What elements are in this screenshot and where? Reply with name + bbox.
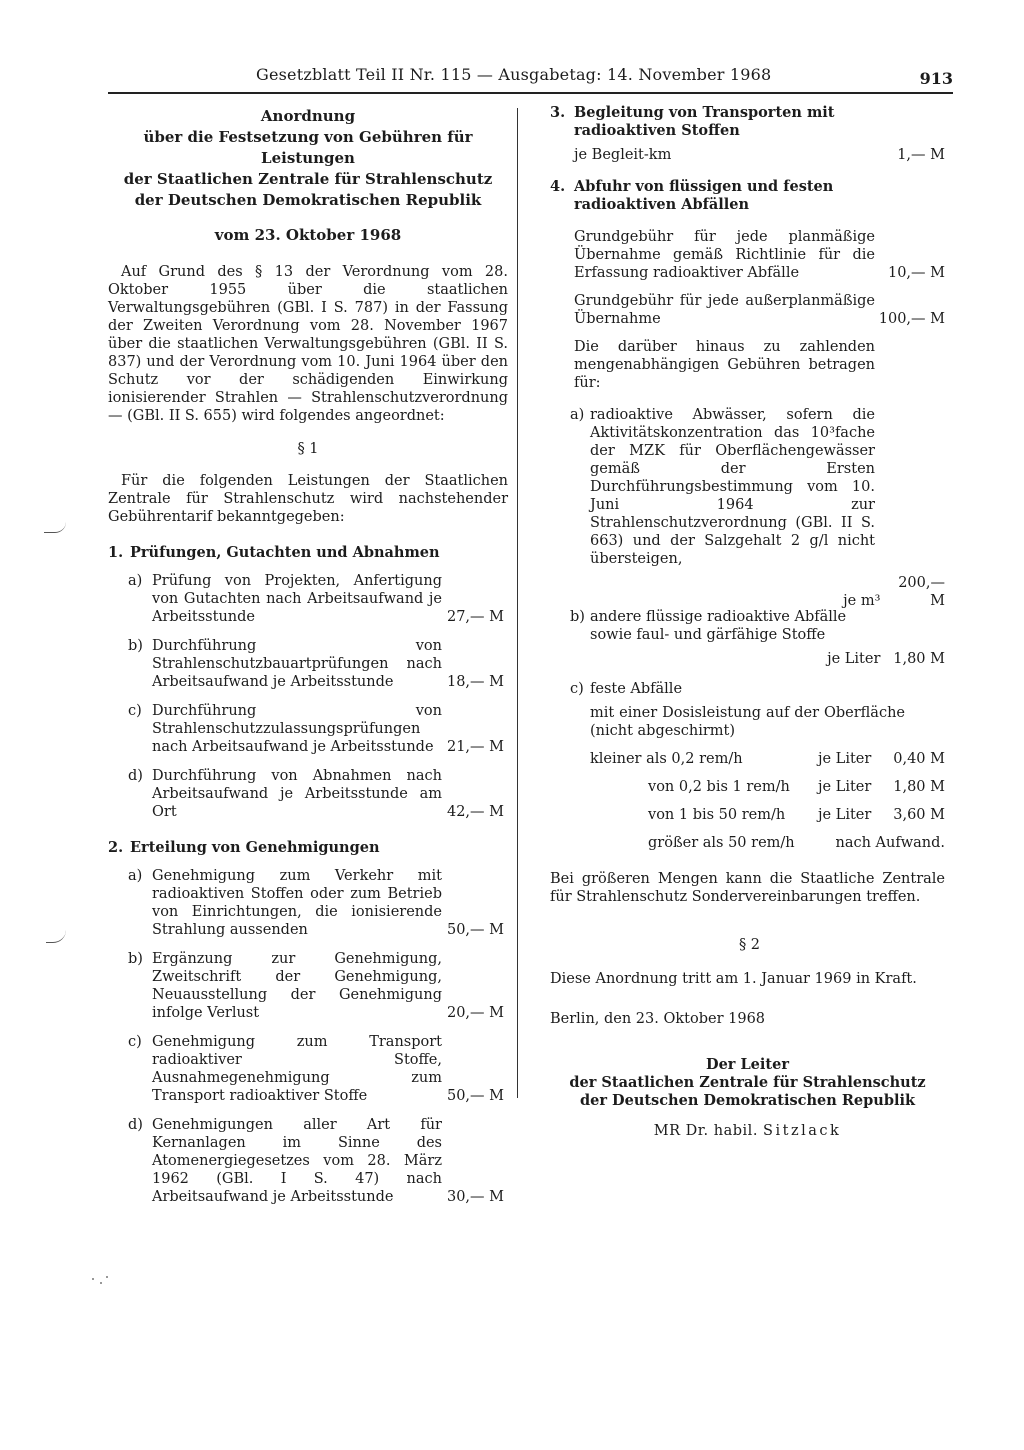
group-number: 1. [108, 544, 124, 561]
fee-line [550, 292, 945, 328]
item-price: 50,— M [446, 922, 504, 938]
item-text: Ergänzung zur Genehmigung, Zweitschrift der Genehmigung, Neuausstellung der Genehmigung infolge Verlust [152, 951, 442, 1021]
item-letter: b) [570, 609, 585, 625]
fee-item [128, 572, 508, 626]
item-price: 30,— M [446, 1189, 504, 1205]
page-number: 913 [919, 69, 953, 88]
header-rule [108, 92, 953, 94]
item-letter: d) [128, 768, 143, 784]
group-number: 4. [550, 178, 566, 195]
section-2-text: Diese Anordnung tritt am 1. Januar 1969 in Kraft. [550, 971, 917, 987]
group-number: 3. [550, 104, 566, 121]
column-divider [517, 108, 518, 1098]
fee-item [128, 702, 508, 756]
item-title: feste Abfälle [590, 681, 683, 697]
item-price: 18,— M [446, 674, 504, 690]
title-line: Anordnung [260, 107, 356, 125]
fee-line [550, 146, 945, 164]
dose-unit: je Liter [818, 807, 872, 823]
preamble: Auf Grund des § 13 der Verordnung vom 28. Oktober 1955 über die staatlichen Verwaltungsgebühren (GBl. I S. 787) in der Fassung der Zweiten Verordnung vom 28. November 1967 über die staatlichen Verwaltungsgebühren (GBl. II S. 837) und der Verordnung vom 10. Juni 1964 über den Schutz vor der schädigenden Einwirkung ionisierender Strahlen — Strahlenschutzverordnung — (GBl. II S. 655) wird folgendes angeordnet: [108, 264, 508, 424]
group-1-heading [108, 544, 508, 562]
title-line: der Staatlichen Zentrale für Strahlenschutz [123, 170, 493, 188]
item-price: 42,— M [446, 804, 504, 820]
signature-line: Der Leiter [706, 1056, 789, 1073]
dose-unit: je Liter [818, 779, 872, 795]
item-text: andere flüssige radioaktive Abfälle sowie faul- und gärfähige Stoffe [590, 609, 847, 643]
item-letter: b) [128, 638, 143, 654]
unit-price: 200,— M [898, 575, 945, 609]
item-text: Genehmigung zum Verkehr mit radioaktiven Stoffen oder zum Betrieb von Einrichtungen, die ionisierende Strahlung aussenden [152, 868, 442, 938]
signer [550, 1122, 945, 1140]
group-2-heading [108, 839, 508, 857]
scan-speck [100, 1282, 102, 1284]
group-title: Begleitung von Transporten mit radioaktiven Stoffen [574, 104, 835, 139]
waste-item-c [550, 680, 945, 698]
item-text: Genehmigungen aller Art für Kernanlagen im Sinne des Atomenergiegesetzes vom 28. März 1962 (GBl. I S. 47) nach Arbeitsaufwand je Arbeitsstunde [152, 1117, 442, 1205]
item-text: Genehmigung zum Transport radioaktiver Stoffe, Ausnahmegenehmigung zum Transport radioaktiver Stoffe [152, 1034, 442, 1104]
dose-row [550, 802, 945, 830]
item-letter: d) [128, 1117, 143, 1133]
fee-line-price: 10,— M [887, 265, 945, 281]
fees-intro [550, 338, 945, 392]
item-text: mit einer Dosisleistung auf der Oberfläche (nicht abgeschirmt) [590, 705, 905, 739]
item-letter: a) [128, 573, 143, 589]
section-1-sign: § 1 [297, 441, 319, 457]
scan-speck [92, 1278, 94, 1280]
signature-block [550, 1056, 945, 1140]
group-4-heading [550, 178, 945, 214]
dose-row [550, 746, 945, 774]
dose-value: 1,80 M [893, 779, 945, 795]
signature-line: der Deutschen Demokratischen Republik [579, 1092, 916, 1109]
dose-row [550, 830, 945, 858]
fee-item [128, 1033, 508, 1105]
group-title: Abfuhr von flüssigen und festen radioaktiven Abfällen [574, 178, 834, 213]
title-line: über die Festsetzung von Gebühren für Leistungen [143, 128, 473, 167]
item-text: Prüfung von Projekten, Anfertigung von Gutachten nach Arbeitsaufwand je Arbeitsstunde [152, 573, 442, 625]
item-letter: a) [570, 407, 585, 423]
fee-line-text: Grundgebühr für jede außerplanmäßige Übernahme [574, 293, 875, 327]
fee-item [128, 637, 508, 691]
waste-item-b [550, 608, 945, 644]
unit-price-row [550, 650, 945, 672]
item-letter: a) [128, 868, 143, 884]
item-letter: c) [128, 703, 142, 719]
waste-item-c-desc [550, 704, 945, 740]
margin-check-mark [46, 930, 66, 943]
item-letter: c) [570, 681, 584, 697]
unit-price: 1,80 M [893, 651, 945, 667]
dose-value: nach Aufwand. [835, 835, 945, 851]
dose-range: kleiner als 0,2 rem/h [590, 751, 743, 767]
dose-value: 0,40 M [893, 751, 945, 767]
item-price: 20,— M [446, 1005, 504, 1021]
item-text: Durchführung von Strahlenschutzzulassungsprüfungen nach Arbeitsaufwand je Arbeitsstunde [152, 703, 442, 755]
dose-unit: je Liter [818, 751, 872, 767]
item-price: 27,— M [446, 609, 504, 625]
fee-line [550, 228, 945, 282]
fees-intro-text: Die darüber hinaus zu zahlenden mengenabhängigen Gebühren betragen für: [574, 339, 875, 391]
margin-check-mark [44, 522, 66, 533]
unit-label: je m³ [843, 593, 881, 609]
left-column [108, 104, 508, 1217]
item-text: Durchführung von Abnahmen nach Arbeitsaufwand je Arbeitsstunde am Ort [152, 768, 442, 820]
unit-price-row [550, 574, 945, 609]
waste-item-a [550, 406, 945, 568]
group-3-heading [550, 104, 945, 140]
item-text: Durchführung von Strahlenschutzbauartprüfungen nach Arbeitsaufwand je Arbeitsstunde [152, 638, 442, 690]
group-title: Erteilung von Genehmigungen [130, 839, 380, 856]
fee-line-text: Grundgebühr für jede planmäßige Übernahme gemäß Richtlinie für die Erfassung radioaktiver Abfälle [574, 229, 875, 281]
dose-value: 3,60 M [893, 807, 945, 823]
dose-range: von 1 bis 50 rem/h [648, 807, 786, 823]
document-title [108, 106, 508, 211]
fee-item [128, 767, 508, 821]
signer-name: Sitzlack [763, 1123, 842, 1139]
group-number: 2. [108, 839, 124, 856]
signer-title: MR Dr. habil. [653, 1123, 758, 1139]
fee-line-price: 100,— M [878, 311, 945, 327]
place-date: Berlin, den 23. Oktober 1968 [550, 1011, 766, 1027]
unit-label: je Liter [827, 651, 881, 667]
fee-item [128, 1116, 508, 1206]
item-price: 21,— M [446, 739, 504, 755]
signature-line: der Staatlichen Zentrale für Strahlenschutz [569, 1074, 926, 1091]
title-line: der Deutschen Demokratischen Republik [134, 191, 482, 209]
item-letter: c) [128, 1034, 142, 1050]
item-letter: b) [128, 951, 143, 967]
dose-range: größer als 50 rem/h [648, 835, 795, 851]
fee-item [128, 867, 508, 939]
document-date: vom 23. Oktober 1968 [214, 226, 402, 244]
dose-row [550, 774, 945, 802]
fee-line-text: je Begleit-km [574, 147, 672, 163]
section-2-sign: § 2 [738, 937, 761, 953]
scan-speck [106, 1276, 108, 1278]
group-title: Prüfungen, Gutachten und Abnahmen [130, 544, 440, 561]
section-1-text: Für die folgenden Leistungen der Staatlichen Zentrale für Strahlenschutz wird nachstehender Gebührentarif bekanntgegeben: [108, 473, 508, 525]
item-price: 50,— M [446, 1088, 504, 1104]
fee-line-price: 1,— M [897, 147, 945, 163]
closing-note: Bei größeren Mengen kann die Staatliche Zentrale für Strahlenschutz Sondervereinbarungen treffen. [550, 871, 945, 905]
item-text: radioaktive Abwässer, sofern die Aktivitätskonzentration das 10³fache der MZK für Oberflächengewässer gemäß der Ersten Durchführungsbestimmung vom 10. Juni 1964 zur Strahlenschutzverordnung (GBl. II S. 663) und der Salzgehalt 2 g/l nicht übersteigen, [590, 407, 875, 567]
dose-range: von 0,2 bis 1 rem/h [648, 779, 790, 795]
right-column [550, 104, 945, 1140]
fee-item [128, 950, 508, 1022]
gazette-title: Gesetzblatt Teil II Nr. 115 — Ausgabetag: 14. November 1968 [256, 65, 772, 84]
